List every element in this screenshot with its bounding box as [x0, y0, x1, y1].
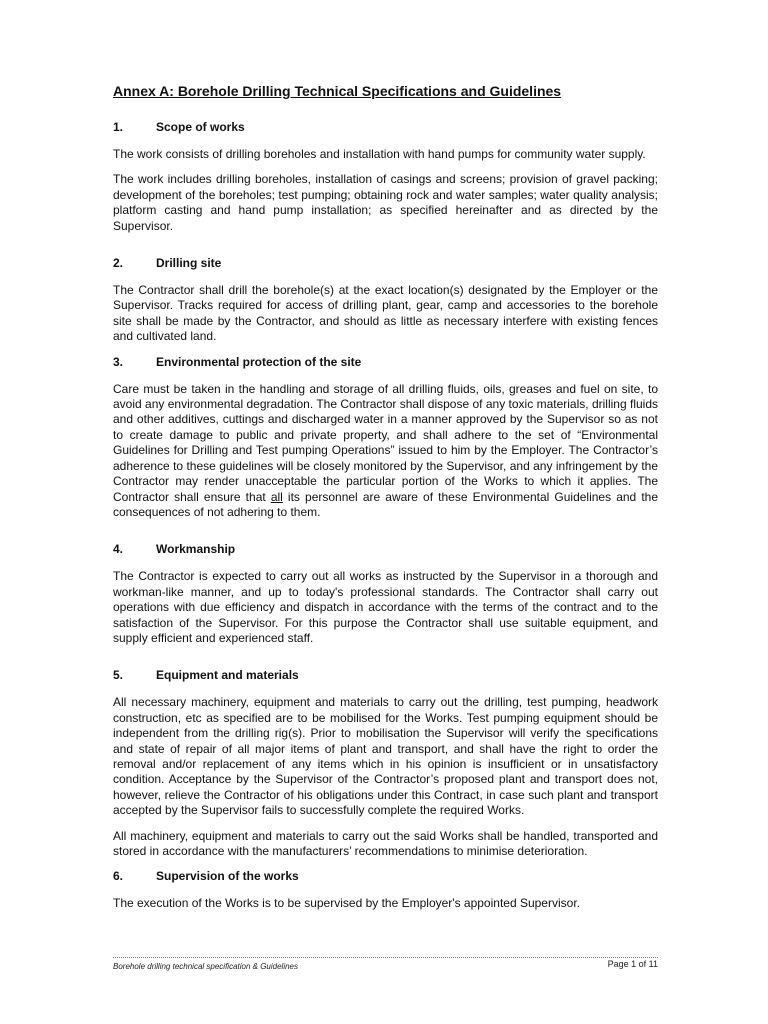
section-number: 2.: [113, 256, 124, 271]
section-drilling-site: [113, 256, 658, 345]
paragraph-text: its personnel are aware of these Environmental Guidelines and the consequences of not adhering to them.: [113, 489, 659, 519]
paragraph: The Contractor is expected to carry out all works as instructed by the Supervisor in a thorough and workman-like manner, and up to today's professional standards. The Contractor shall carry out operations with due efficiency and dispatch in accordance with the terms of the contract and to the satisfaction of the Supervisor. For this purpose the Contractor shall use suitable equipment, and supply efficient and experienced staff.: [113, 569, 658, 645]
section-heading: [113, 668, 658, 683]
section-title: Workmanship: [156, 542, 236, 557]
section-heading: [113, 120, 658, 135]
section-supervision-of-works: [113, 869, 658, 911]
underlined-word: all: [270, 489, 283, 504]
paragraph: All necessary machinery, equipment and materials to carry out the drilling, test pumping, headwork construction, etc as specified are to be mobilised for the Works. Test pumping equipment should be independent from the drilling rig(s). Prior to mobilisation the Supervisor will verify the specifications and state of repair of all major items of plant and transport, and shall have the right to order the removal and/or replacement of any items which in his opinion is insufficient or in unsatisfactory condition. Acceptance by the Supervisor of the Contractor’s proposed plant and transport does not, however, relieve the Contractor of his obligations under this Contract, in case such plant and transport accepted by the Supervisor fails to successfully complete the required Works.: [113, 695, 658, 818]
paragraph-text: Care must be taken in the handling and storage of all drilling fluids, oils, greases and fuel on site, to avoid any environmental degradation. The Contractor shall dispose of any toxic materials, drilling fluids and other additives, cuttings and discharged water in a manner approved by the Supervisor so as not to create damage to public and private property, and shall adhere to the set of “Environmental Guidelines for Drilling and Test pumping Operations” issued to him by the Employer. The Contractor’s adherence to these guidelines will be closely monitored by the Supervisor, and any infringement by the Contractor may render unacceptable the particular portion of the Works to which it applies. The Contractor shall ensure that: [113, 381, 658, 504]
paragraph: The work includes drilling boreholes, installation of casings and screens; provision of gravel packing; development of the boreholes; test pumping; obtaining rock and water samples; water quality analysis; platform casting and hand pump installation; as specified hereinafter and as directed by the Supervisor.: [113, 172, 658, 233]
section-environmental-protection: [113, 355, 658, 521]
paragraph: The execution of the Works is to be supervised by the Employer's appointed Supervisor.: [113, 896, 580, 911]
paragraph: The work consists of drilling boreholes and installation with hand pumps for community water supply.: [113, 147, 646, 161]
paragraph: The Contractor shall drill the borehole(s) at the exact location(s) designated by the Employer or the Supervisor. Tracks required for access of drilling plant, gear, camp and accessories to the borehole site shall be made by the Contractor, and should as little as necessary interfere with existing fences and cultivated land.: [113, 283, 658, 344]
section-title: Equipment and materials: [156, 668, 299, 683]
section-workmanship: [113, 542, 658, 646]
section-title: Scope of works: [156, 120, 245, 134]
section-number: 4.: [113, 542, 124, 557]
section-number: 1.: [113, 120, 124, 134]
section-scope-of-works: [113, 120, 658, 234]
section-title: Environmental protection of the site: [156, 354, 362, 369]
section-number: 3.: [113, 354, 124, 369]
section-heading: [113, 542, 658, 557]
footer-document-name: Borehole drilling technical specification & Guidelines: [113, 962, 298, 971]
footer-page-number: Page 1 of 11: [607, 959, 658, 969]
document-title: Annex A: Borehole Drilling Technical Specifications and Guidelines: [113, 83, 562, 99]
section-title: Drilling site: [156, 256, 222, 271]
section-equipment-and-materials: [113, 668, 658, 859]
section-heading: [113, 256, 658, 271]
footer-divider: [113, 957, 658, 958]
section-heading: [113, 355, 658, 370]
section-heading: [113, 869, 658, 884]
paragraph: All machinery, equipment and materials to carry out the said Works shall be handled, transported and stored in accordance with the manufacturers’ recommendations to minimise deterioration.: [113, 828, 658, 858]
document-body: [113, 82, 658, 922]
section-number: 6.: [113, 869, 124, 884]
section-number: 5.: [113, 668, 124, 683]
paragraph: [113, 382, 658, 521]
section-title: Supervision of the works: [156, 869, 299, 884]
